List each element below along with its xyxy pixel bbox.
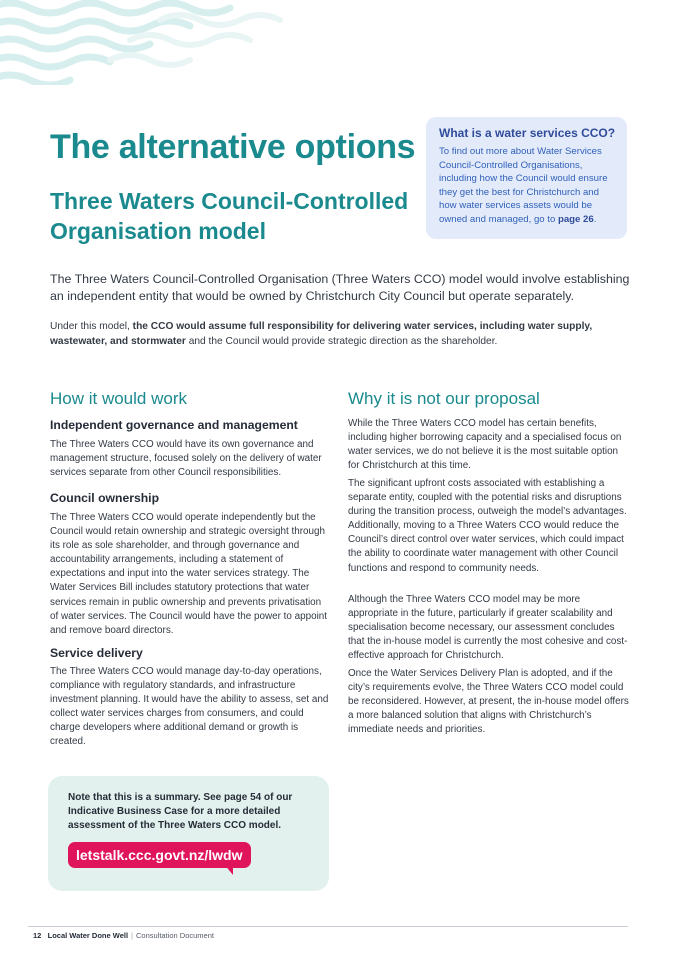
not-our-proposal-heading: Why it is not our proposal	[348, 389, 540, 408]
decorative-waves-graphic	[0, 0, 300, 85]
cco-info-text	[439, 145, 617, 227]
intro-paragraph-2	[50, 319, 630, 349]
governance-heading: Independent governance and management	[50, 418, 298, 432]
footer-publication: Local Water Done Well	[47, 931, 129, 940]
cco-info-body: To find out more about Water Services Council-Controlled Organisations, including how the Council would ensure they get the best for Christchurch and how water services assets would be owned and managed, go to	[439, 146, 608, 225]
footer-document: Consultation Document	[136, 931, 214, 940]
reason-paragraph-3: Although the Three Waters CCO model may be more appropriate in the future, particularly if greater scalability and specialisation become necessary, our assessment concludes that the in-house model is currently the most cohesive and cost-effective approach for Christchurch.	[348, 594, 628, 662]
page-number: 12	[33, 931, 42, 940]
cco-info-box	[426, 117, 627, 239]
summary-note-box	[48, 776, 329, 891]
intro-2-start: Under this model,	[50, 321, 133, 332]
reason-paragraph-1: While the Three Waters CCO model has certain benefits, including higher borrowing capacity and a specialised focus on water services, we do not believe it is the most suitable option for Christchurch at this time.	[348, 418, 622, 472]
footer-divider	[28, 926, 628, 927]
letstalk-link-button[interactable]: letstalk.ccc.govt.nz/lwdw	[68, 842, 251, 868]
governance-text: The Three Waters CCO would have its own governance and management structure, focused solely on the delivery of water services separate from other Council responsibilities.	[50, 439, 322, 479]
intro-2-bold: the CCO would assume full responsibility for delivering water services, including water supply, wastewater, and stormwater	[50, 321, 593, 347]
ownership-text: The Three Waters CCO would operate independently but the Council would retain ownership and strategic oversight through its role as sole shareholder, and through governance and accountability arrangements, including a statement of expectations and input into the water services strategy. The Water Services Bill includes statutory protections that water services remain in public ownership and prevents privatisation of water services. The Council would have the power to appoint and remove board directors.	[50, 512, 328, 636]
summary-note-text: Note that this is a summary. See page 54 of our Indicative Business Case for a more detailed assessment of the Three Waters CCO model.	[68, 792, 293, 831]
speech-bubble-tail	[224, 864, 233, 875]
page-26-link[interactable]: page 26	[557, 213, 594, 225]
service-delivery-heading: Service delivery	[50, 646, 143, 660]
cco-info-heading: What is a water services CCO?	[439, 126, 616, 140]
page-footer	[33, 931, 214, 940]
page-title: The alternative options	[50, 128, 416, 166]
intro-paragraph: The Three Waters Council-Controlled Organisation (Three Waters CCO) model would involve establishing an independent entity that would be owned by Christchurch City Council but operate separately.	[50, 272, 630, 303]
page-subtitle: Three Waters Council-Controlled Organisation model	[50, 188, 409, 244]
intro-2-end: and the Council would provide strategic direction as the shareholder.	[185, 336, 498, 347]
footer-separator: |	[131, 931, 133, 940]
ownership-heading: Council ownership	[50, 491, 160, 505]
reason-paragraph-2: The significant upfront costs associated with establishing a separate entity, coupled with the potential risks and disruptions during the transition process, outweigh the model’s advantages. Additionally, moving to a Three Waters CCO would reduce the Council’s direct control over water services, which could impact the ability to coordinate water management with other Council functions and respond to community needs.	[348, 478, 627, 574]
cco-info-end: .	[593, 213, 597, 225]
service-delivery-text: The Three Waters CCO would manage day-to-day operations, compliance with regulatory standards, and infrastructure investment planning. It would have the ability to assess, set and collect water services charges from consumers, and could charge developers where additional demand or growth is created.	[50, 666, 329, 748]
reason-paragraph-4: Once the Water Services Delivery Plan is adopted, and if the city’s requirements evolve, the Three Waters CCO model could be reconsidered. However, at present, the in-house model offers a more balanced solution that aligns with Christchurch’s immediate needs and priorities.	[348, 668, 629, 736]
how-it-works-heading: How it would work	[50, 389, 187, 408]
